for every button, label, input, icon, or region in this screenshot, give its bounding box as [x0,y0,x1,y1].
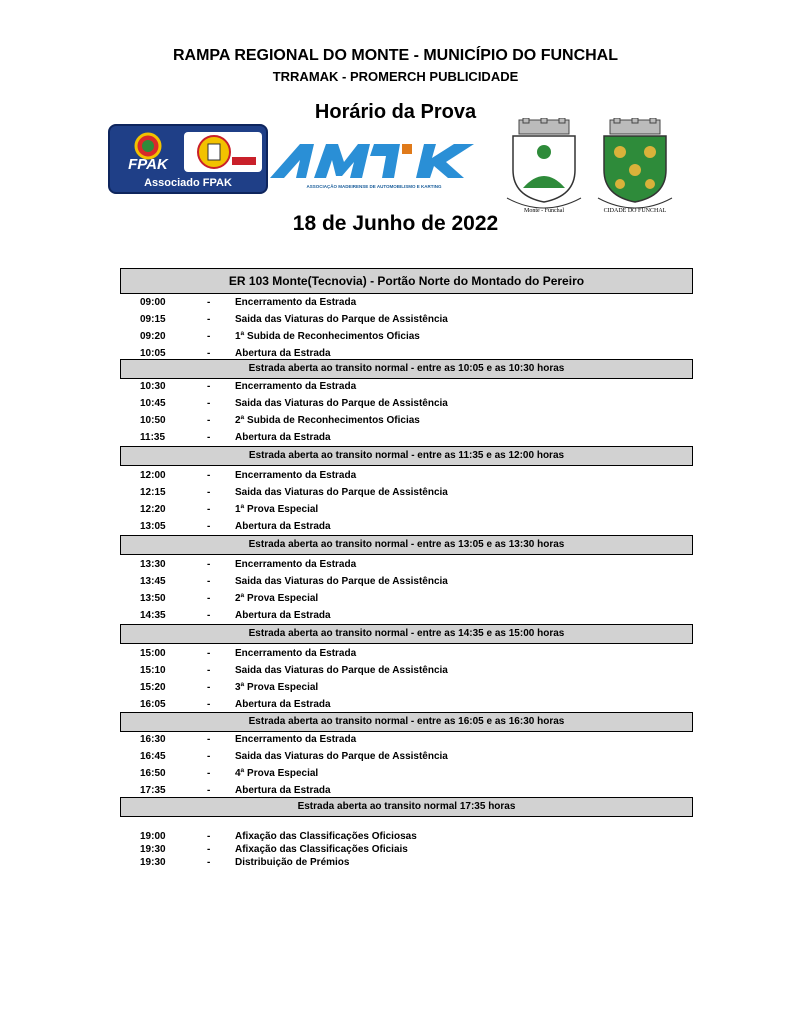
fpak-emblem-icon [118,132,178,172]
schedule-time: 12:15 [140,487,166,498]
crest2-caption: CIDADE DO FUNCHAL [603,208,667,214]
schedule-event: 1ª Prova Especial [235,504,319,515]
schedule-row [0,750,791,764]
schedule-event: Encerramento da Estrada [235,470,357,481]
schedule-dash: - [207,331,211,342]
schedule-time: 13:30 [140,559,166,570]
schedule-dash: - [207,470,211,481]
funchal-crest-icon [594,118,676,216]
schedule-time: 12:00 [140,470,166,481]
schedule-dash: - [207,576,211,587]
schedule-event: Encerramento da Estrada [235,559,357,570]
badge-icon [184,132,262,172]
schedule-dash: - [207,398,211,409]
schedule-dash: - [207,521,211,532]
document-subtitle: TRRAMAK - PROMERCH PUBLICIDADE [272,69,519,84]
schedule-dash: - [207,593,211,604]
schedule-time: 19:00 [140,831,166,842]
road-open-note: Estrada aberta ao transito normal - entre as 11:35 e as 12:00 horas [120,446,693,466]
schedule-event: Abertura da Estrada [235,610,331,621]
schedule-row [0,469,791,483]
schedule-row [0,784,791,798]
schedule-row [0,486,791,500]
crest1-caption: Monte - Funchal [524,208,564,214]
schedule-time: 14:35 [140,610,166,621]
schedule-event: Saida das Viaturas do Parque de Assistência [235,576,448,587]
schedule-event: Saida das Viaturas do Parque de Assistência [235,751,448,762]
schedule-row [0,733,791,747]
schedule-time: 09:15 [140,314,166,325]
schedule-dash: - [207,648,211,659]
schedule-heading: Horário da Prova [314,101,477,123]
schedule-event: Abertura da Estrada [235,432,331,443]
schedule-dash: - [207,734,211,745]
schedule-row [0,397,791,411]
schedule-dash: - [207,314,211,325]
schedule-dash: - [207,857,211,868]
schedule-row [0,609,791,623]
schedule-time: 16:45 [140,751,166,762]
schedule-time: 16:50 [140,768,166,779]
schedule-time: 19:30 [140,844,166,855]
schedule-event: Afixação das Classificações Oficiais [235,844,408,855]
schedule-row [0,698,791,712]
schedule-dash: - [207,751,211,762]
schedule-time: 10:45 [140,398,166,409]
schedule-dash: - [207,504,211,515]
schedule-dash: - [207,559,211,570]
final-schedule-row [0,856,791,870]
schedule-event: 2ª Prova Especial [235,593,319,604]
schedule-row [0,575,791,589]
schedule-dash: - [207,610,211,621]
schedule-dash: - [207,381,211,392]
schedule-row [0,503,791,517]
schedule-time: 09:00 [140,297,166,308]
schedule-event: 3ª Prova Especial [235,682,319,693]
schedule-time: 10:30 [140,381,166,392]
schedule-event: Encerramento da Estrada [235,648,357,659]
schedule-event: Saida das Viaturas do Parque de Assistência [235,487,448,498]
road-open-note: Estrada aberta ao transito normal - entre as 14:35 e as 15:00 horas [120,624,693,644]
schedule-row [0,380,791,394]
schedule-time: 16:05 [140,699,166,710]
schedule-event: Afixação das Classificações Oficiosas [235,831,417,842]
schedule-row [0,414,791,428]
schedule-time: 13:45 [140,576,166,587]
schedule-time: 15:10 [140,665,166,676]
schedule-row [0,431,791,445]
schedule-row [0,558,791,572]
monte-crest-icon [503,118,585,216]
schedule-event: 1ª Subida de Reconhecimentos Oficias [235,331,420,342]
schedule-event: Saida das Viaturas do Parque de Assistência [235,314,448,325]
schedule-time: 13:50 [140,593,166,604]
schedule-row [0,664,791,678]
schedule-dash: - [207,768,211,779]
location-header: ER 103 Monte(Tecnovia) - Portão Norte do Montado do Pereiro [120,268,693,294]
schedule-event: Saida das Viaturas do Parque de Assistência [235,665,448,676]
schedule-event: Saida das Viaturas do Parque de Assistência [235,398,448,409]
document-title: RAMPA REGIONAL DO MONTE - MUNICÍPIO DO FUNCHAL [172,47,619,64]
schedule-dash: - [207,844,211,855]
event-date: 18 de Junho de 2022 [292,212,499,235]
amak-caption: ASSOCIAÇÃO MADEIRENSE DE AUTOMOBILISMO E KARTING [306,184,442,189]
schedule-event: 2ª Subida de Reconhecimentos Oficias [235,415,420,426]
schedule-time: 10:50 [140,415,166,426]
schedule-row [0,330,791,344]
schedule-event: Encerramento da Estrada [235,381,357,392]
road-open-note: Estrada aberta ao transito normal - entre as 13:05 e as 13:30 horas [120,535,693,555]
schedule-row [0,296,791,310]
schedule-dash: - [207,682,211,693]
schedule-time: 13:05 [140,521,166,532]
schedule-dash: - [207,348,211,359]
fpak-logo [108,124,268,194]
amak-logo [270,138,478,190]
schedule-event: Abertura da Estrada [235,348,331,359]
schedule-event: 4ª Prova Especial [235,768,319,779]
road-open-note: Estrada aberta ao transito normal 17:35 horas [120,797,693,817]
schedule-dash: - [207,831,211,842]
schedule-row [0,681,791,695]
schedule-dash: - [207,785,211,796]
schedule-time: 12:20 [140,504,166,515]
schedule-time: 09:20 [140,331,166,342]
schedule-event: Abertura da Estrada [235,699,331,710]
fpak-caption: Associado FPAK [144,177,232,189]
schedule-event: Encerramento da Estrada [235,734,357,745]
schedule-dash: - [207,432,211,443]
fpak-text: FPAK [128,156,168,172]
schedule-time: 15:20 [140,682,166,693]
schedule-dash: - [207,665,211,676]
road-open-note: Estrada aberta ao transito normal - entre as 16:05 e as 16:30 horas [120,712,693,732]
schedule-time: 16:30 [140,734,166,745]
schedule-row [0,592,791,606]
schedule-event: Abertura da Estrada [235,521,331,532]
fpak-badge-panel [184,132,262,172]
schedule-time: 17:35 [140,785,166,796]
schedule-time: 19:30 [140,857,166,868]
final-schedule-row [0,830,791,844]
schedule-row [0,647,791,661]
final-schedule-row [0,843,791,857]
schedule-row [0,313,791,327]
schedule-time: 11:35 [140,432,166,443]
schedule-dash: - [207,699,211,710]
schedule-row [0,767,791,781]
schedule-time: 15:00 [140,648,166,659]
schedule-row [0,520,791,534]
schedule-dash: - [207,415,211,426]
road-open-note: Estrada aberta ao transito normal - entre as 10:05 e as 10:30 horas [120,359,693,379]
schedule-event: Encerramento da Estrada [235,297,357,308]
schedule-event: Distribuição de Prémios [235,857,350,868]
schedule-dash: - [207,487,211,498]
schedule-event: Abertura da Estrada [235,785,331,796]
schedule-time: 10:05 [140,348,166,359]
schedule-dash: - [207,297,211,308]
